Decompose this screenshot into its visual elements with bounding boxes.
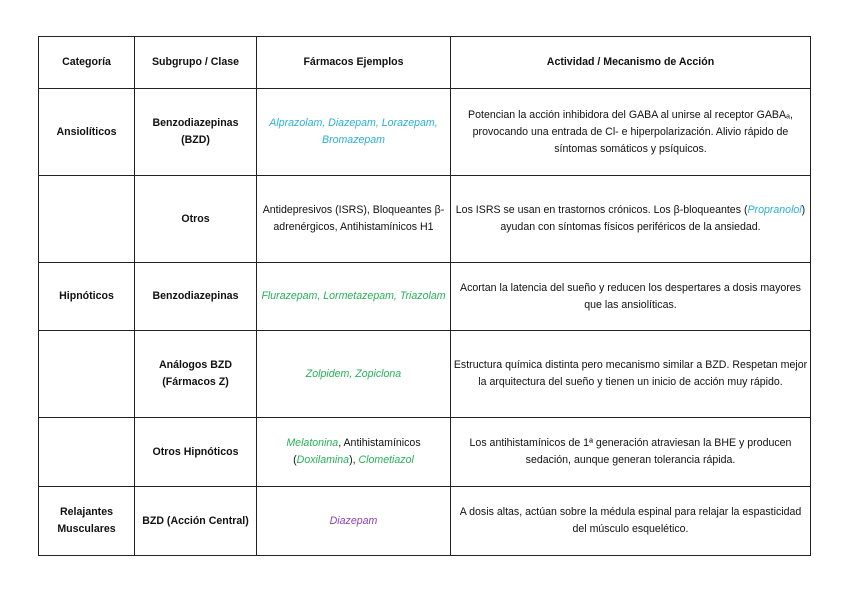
cell-subgrupo: Otros Hipnóticos [135,418,257,487]
header-subgrupo: Subgrupo / Clase [135,37,257,89]
table-row [39,418,811,487]
table-header-row [39,37,811,89]
cell-farmacos: Diazepam [257,487,451,556]
cell-farmacos [257,418,451,487]
drug-classification-table [38,36,811,556]
drug-name: Melatonina [286,437,339,449]
header-categoria: Categoría [39,37,135,89]
cell-categoria: Ansiolíticos [39,89,135,176]
cell-actividad: Los antihistamínicos de 1ª generación atraviesan la BHE y producen sedación, aunque generan tolerancia rápida. [451,418,811,487]
cell-categoria [39,176,135,263]
cell-categoria: Relajantes Musculares [39,487,135,556]
drug-name: Clometiazol [358,454,414,466]
cell-subgrupo: BZD (Acción Central) [135,487,257,556]
table-row [39,331,811,418]
farmacos-text: , Antihistamínicos ( [293,437,421,466]
cell-farmacos: Antidepresivos (ISRS), Bloqueantes β-adrenérgicos, Antihistamínicos H1 [257,176,451,263]
cell-subgrupo: Benzodiazepinas (BZD) [135,89,257,176]
drug-name: Doxilamina [296,454,350,466]
actividad-text: Los ISRS se usan en trastornos crónicos. Los β-bloqueantes ( [455,204,748,216]
farmacos-text: ), [349,454,359,466]
header-actividad: Actividad / Mecanismo de Acción [451,37,811,89]
cell-categoria [39,418,135,487]
cell-categoria [39,331,135,418]
table-row [39,176,811,263]
drug-name: Propranolol [747,204,802,216]
cell-actividad [451,176,811,263]
cell-categoria: Hipnóticos [39,263,135,331]
cell-farmacos: Zolpidem, Zopiclona [257,331,451,418]
header-farmacos: Fármacos Ejemplos [257,37,451,89]
cell-farmacos: Alprazolam, Diazepam, Lorazepam, Bromazepam [257,89,451,176]
table-row [39,263,811,331]
cell-farmacos: Flurazepam, Lormetazepam, Triazolam [257,263,451,331]
table-row [39,89,811,176]
table-row [39,487,811,556]
cell-subgrupo: Análogos BZD (Fármacos Z) [135,331,257,418]
cell-actividad: Acortan la latencia del sueño y reducen los despertares a dosis mayores que las ansiolíticas. [451,263,811,331]
actividad-text: ) ayudan con síntomas físicos periféricos de la ansiedad. [500,204,806,233]
cell-actividad: Potencian la acción inhibidora del GABA al unirse al receptor GABAₐ, provocando una entrada de Cl- e hiperpolarización. Alivio rápido de síntomas somáticos y psíquicos. [451,89,811,176]
cell-actividad: Estructura química distinta pero mecanismo similar a BZD. Respetan mejor la arquitectura del sueño y tienen un inicio de acción muy rápido. [451,331,811,418]
cell-subgrupo: Benzodiazepinas [135,263,257,331]
cell-subgrupo: Otros [135,176,257,263]
cell-actividad: A dosis altas, actúan sobre la médula espinal para relajar la espasticidad del músculo esquelético. [451,487,811,556]
